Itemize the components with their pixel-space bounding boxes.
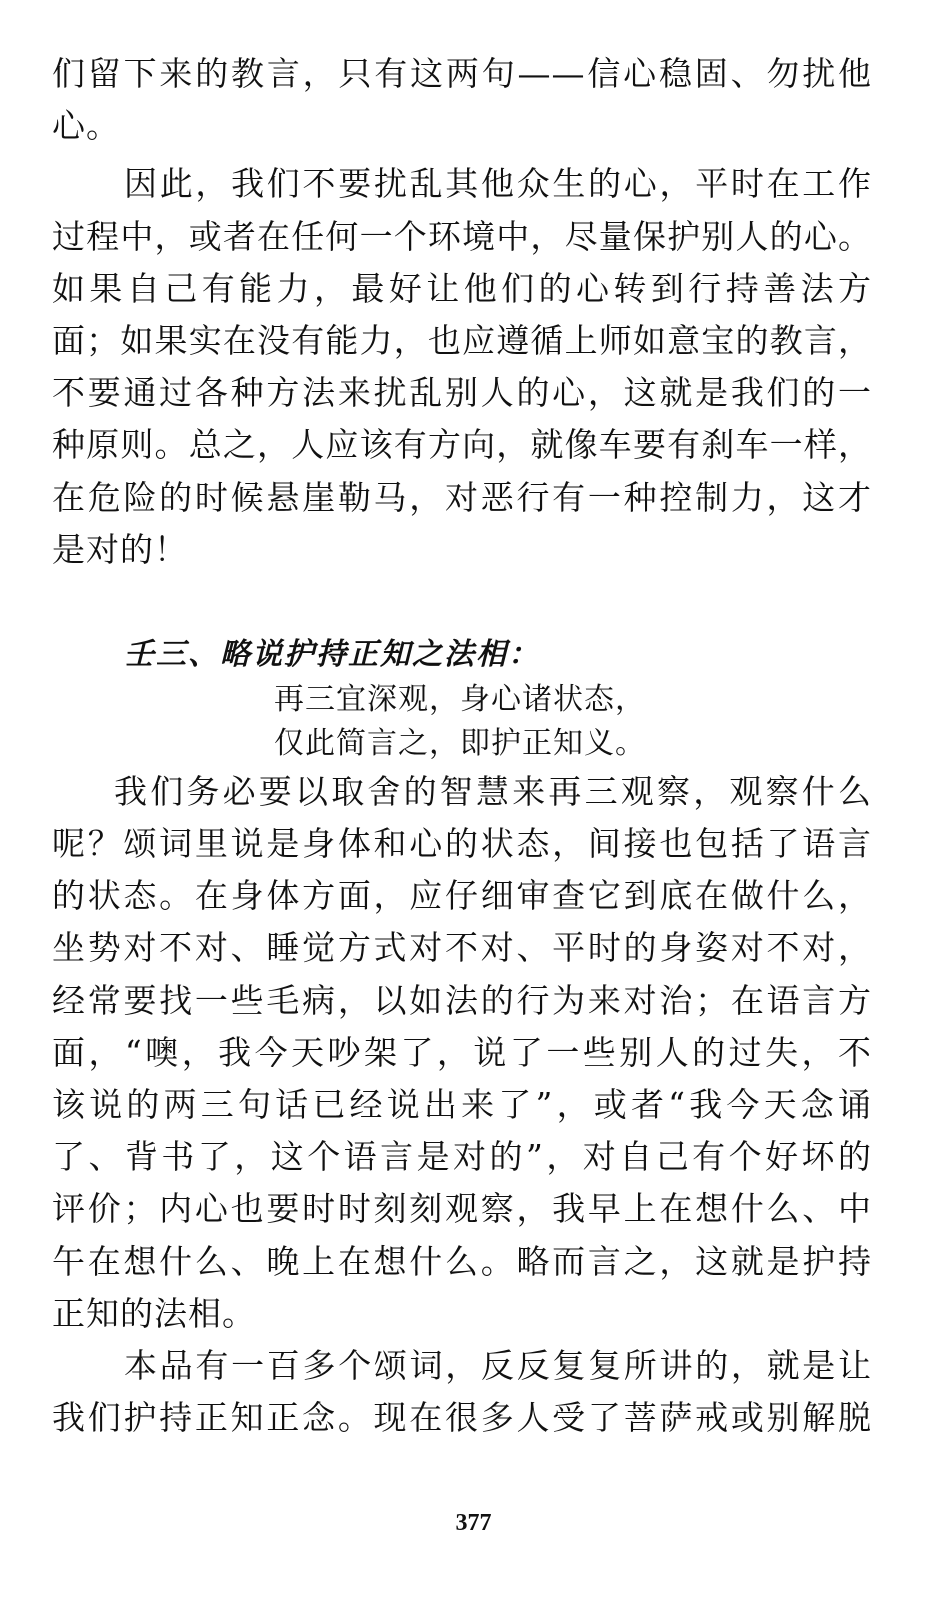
text-line: 因此，我们不要扰乱其他众生的心，平时在工作 bbox=[124, 164, 872, 204]
text-line: 我们护持正知正念。现在很多人受了菩萨戒或别解脱 bbox=[52, 1398, 872, 1438]
text-line: 呢？颂词里说是身体和心的状态，间接也包括了语言 bbox=[52, 824, 872, 864]
text-line: 心。 bbox=[52, 106, 120, 146]
text-line: 们留下来的教言，只有这两句——信心稳固、勿扰他 bbox=[52, 54, 872, 93]
text-line: 面；如果实在没有能力，也应遵循上师如意宝的教言， bbox=[52, 320, 872, 360]
text-line: 了、背书了，这个语言是对的”，对自己有个好坏的 bbox=[52, 1137, 872, 1177]
text-line: 不要通过各种方法来扰乱别人的心，这就是我们的一 bbox=[52, 373, 872, 413]
verse-line: 仅此简言之，即护正知义。 bbox=[274, 725, 646, 761]
verse-line: 再三宜深观，身心诸状态， bbox=[274, 681, 646, 717]
text-line: 该说的两三句话已经说出来了”，或者“我今天念诵 bbox=[52, 1085, 872, 1124]
page-body bbox=[52, 48, 872, 1444]
text-line: 我们务必要以取舍的智慧来再三观察，观察什么 bbox=[114, 771, 872, 811]
text-line: 坐势对不对、睡觉方式对不对、平时的身姿对不对， bbox=[52, 928, 872, 968]
text-line: 种原则。总之，人应该有方向，就像车要有刹车一样， bbox=[52, 425, 872, 465]
paragraph-4 bbox=[52, 1340, 872, 1444]
page-number: 377 bbox=[455, 1510, 492, 1536]
verse-block bbox=[52, 678, 872, 766]
text-line: 本品有一百多个颂词，反反复复所讲的，就是让 bbox=[124, 1345, 872, 1385]
text-line: 过程中，或者在任何一个环境中，尽量保护别人的心。 bbox=[52, 216, 872, 256]
text-line: 评价；内心也要时时刻刻观察，我早上在想什么、中 bbox=[52, 1189, 872, 1229]
section-gap bbox=[52, 576, 872, 632]
text-line: 的状态。在身体方面，应仔细审查它到底在做什么， bbox=[52, 876, 872, 916]
paragraph-3 bbox=[52, 766, 872, 1340]
text-line: 正知的法相。 bbox=[52, 1293, 256, 1333]
text-line: 如果自己有能力，最好让他们的心转到行持善法方 bbox=[52, 268, 872, 308]
text-line: 面，“噢，我今天吵架了，说了一些别人的过失，不 bbox=[52, 1032, 872, 1072]
paragraph-1 bbox=[52, 48, 872, 152]
section-heading: 壬三、略说护持正知之法相： bbox=[124, 636, 540, 672]
text-line: 午在想什么、晚上在想什么。略而言之，这就是护持 bbox=[52, 1241, 872, 1281]
text-line: 是对的！ bbox=[52, 529, 188, 569]
text-line: 经常要找一些毛病，以如法的行为来对治；在语言方 bbox=[52, 980, 872, 1020]
text-line: 在危险的时候悬崖勒马，对恶行有一种控制力，这才 bbox=[52, 477, 872, 517]
paragraph-2 bbox=[52, 158, 872, 576]
